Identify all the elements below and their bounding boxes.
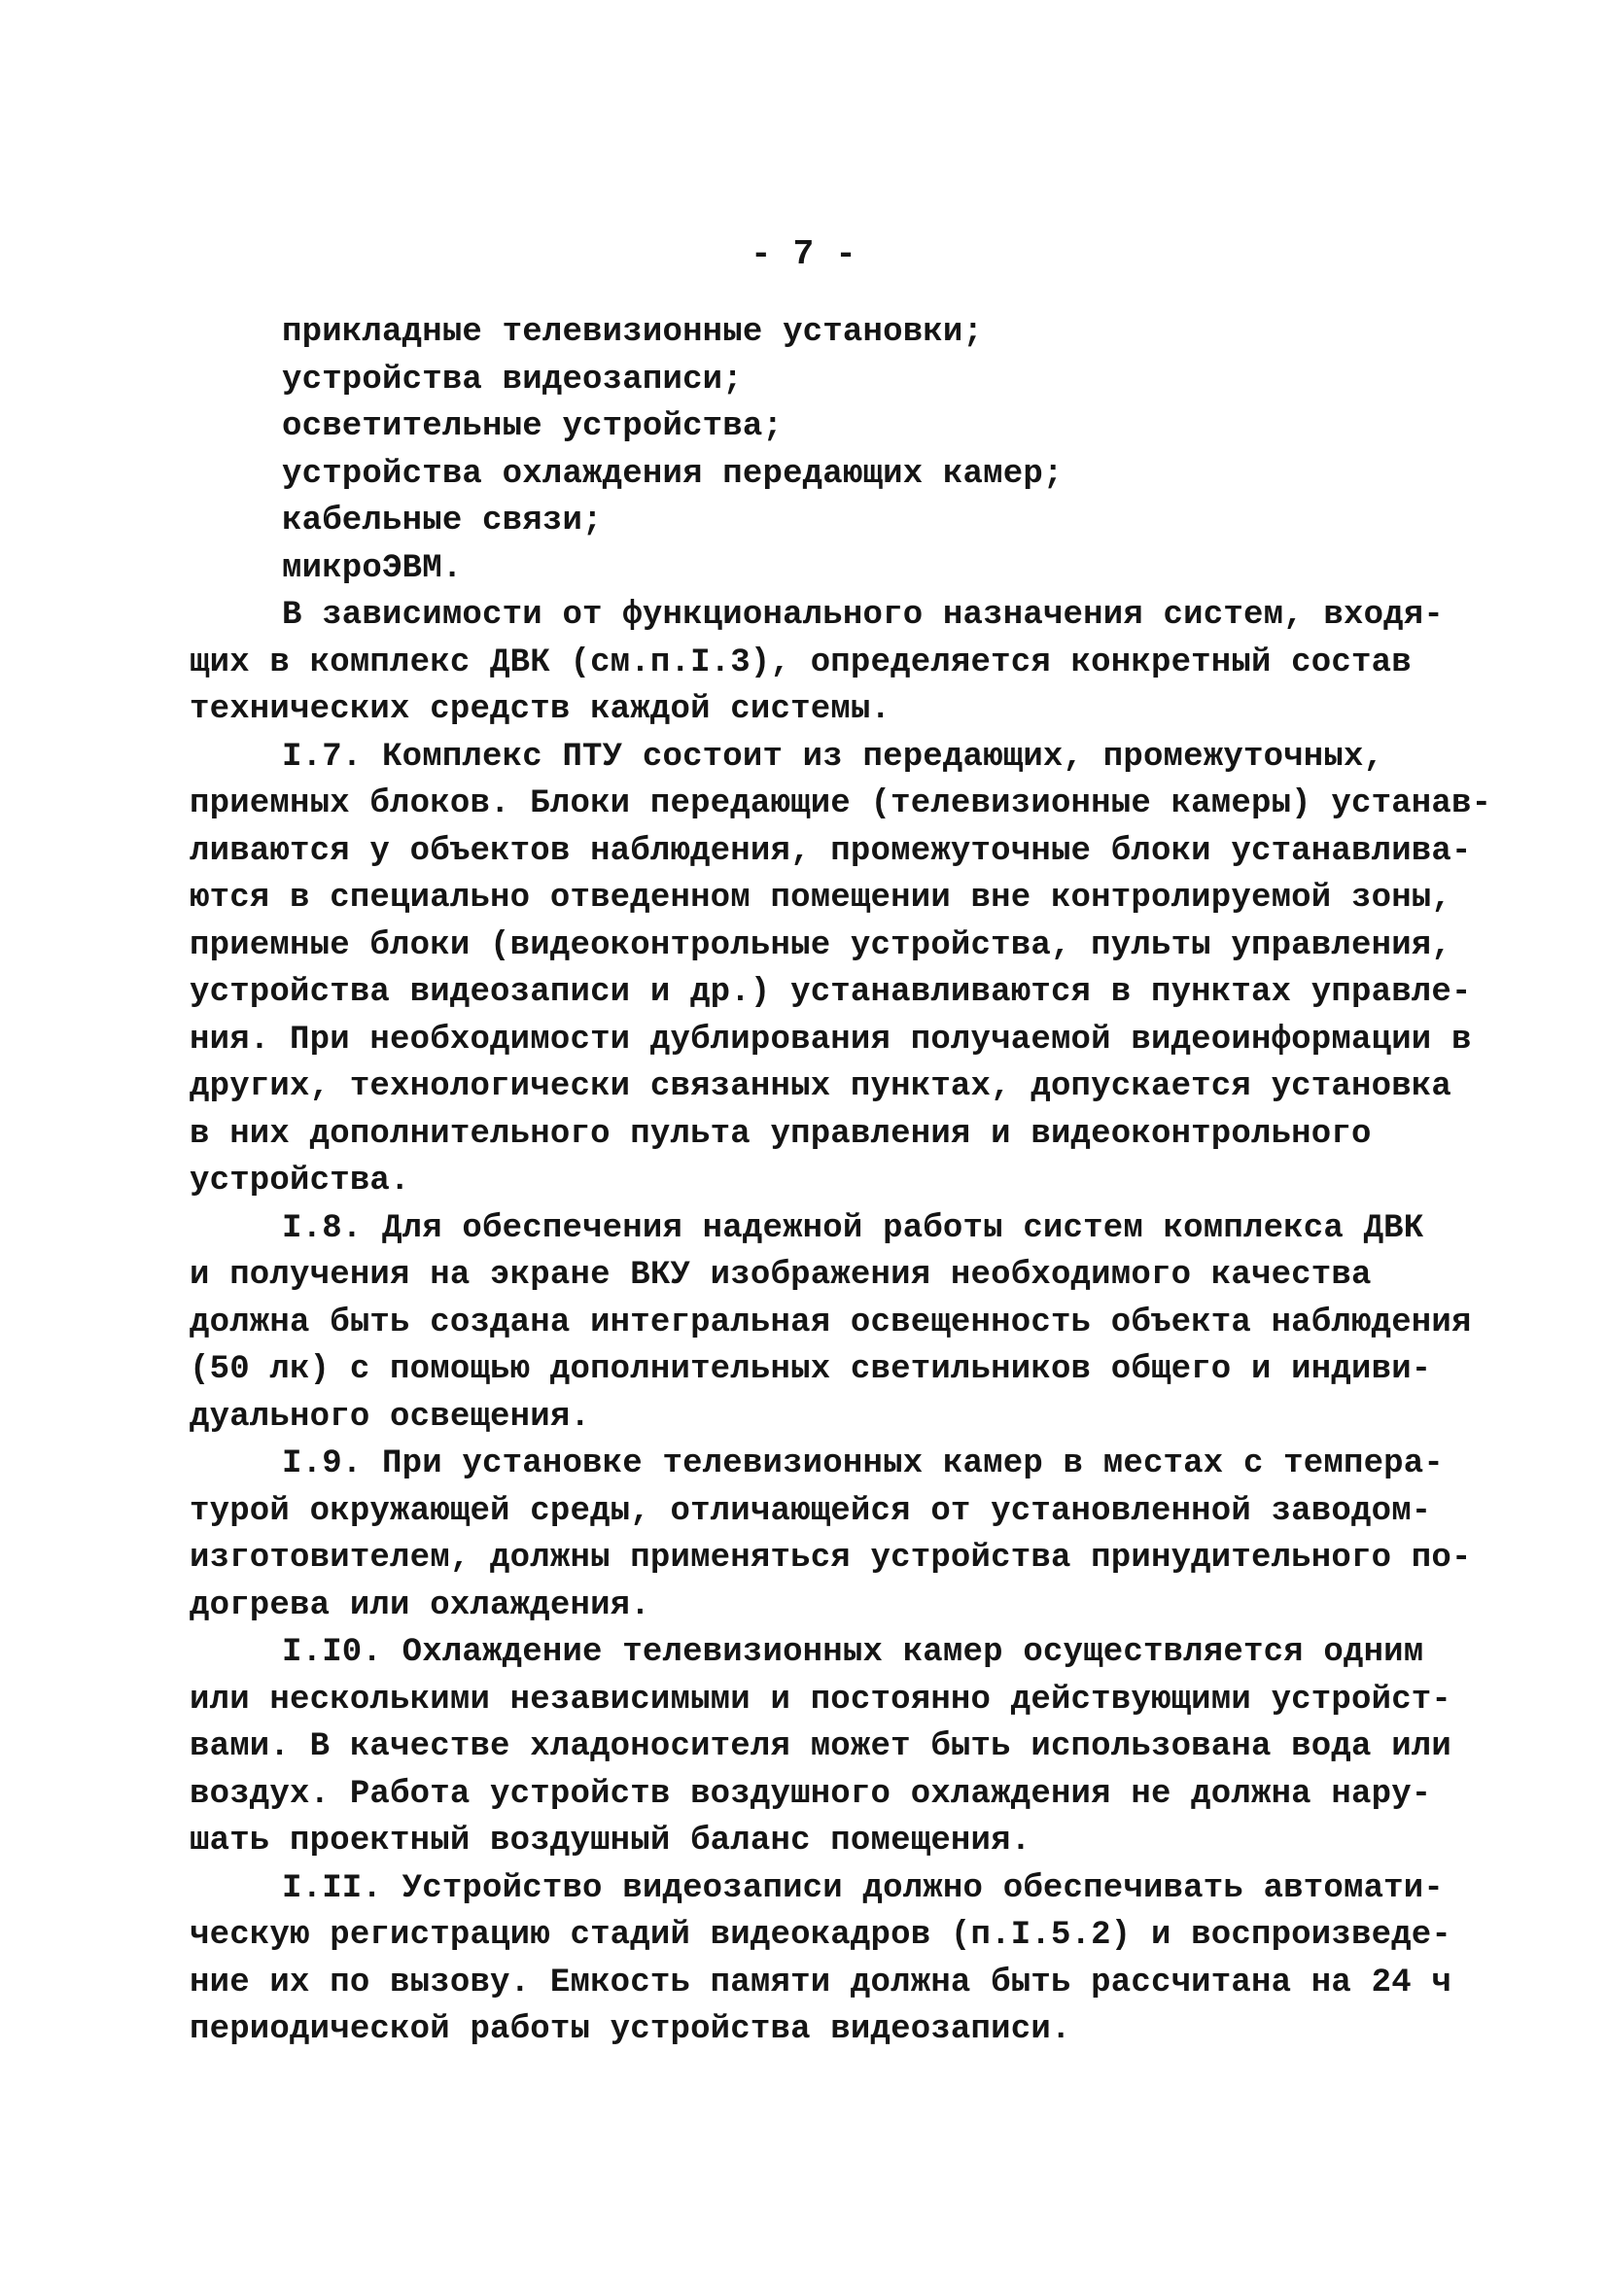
text-line: I.II. Устройство видеозаписи должно обеспечивать автомати- (282, 1869, 1444, 1907)
list-item: прикладные телевизионные установки; (282, 314, 984, 351)
text-line: (50 лк) с помощью дополнительных светильников общего и индиви- (190, 1351, 1432, 1388)
text-line: ются в специально отведенном помещении вне контролируемой зоны, (190, 880, 1452, 917)
list-item: устройства охлаждения передающих камер; (282, 455, 1064, 493)
page-number: - 7 - (750, 234, 857, 274)
page-content (190, 309, 1492, 2054)
text-line: должна быть создана интегральная освещенность объекта наблюдения (190, 1304, 1472, 1341)
paragraph-1-7 (190, 734, 1492, 1205)
text-line: приемных блоков. Блоки передающие (телевизионные камеры) устанав- (190, 785, 1492, 822)
text-line: и получения на экране ВКУ изображения необходимого качества (190, 1257, 1372, 1294)
paragraph-composition (190, 592, 1444, 734)
text-line: в них дополнительного пульта управления и видеоконтрольного (190, 1115, 1372, 1153)
text-line: ческую регистрацию стадий видеокадров (п.I.5.2) и воспроизведе- (190, 1917, 1452, 1954)
text-line: В зависимости от функционального назначения систем, входя- (282, 597, 1444, 634)
paragraph-1-10 (190, 1629, 1452, 1865)
text-line: приемные блоки (видеоконтрольные устройства, пульты управления, (190, 926, 1452, 964)
text-line: технических средств каждой системы. (190, 691, 891, 728)
text-line: других, технологически связанных пунктах, допускается установка (190, 1068, 1452, 1105)
paragraph-1-9 (190, 1441, 1472, 1629)
text-line: I.7. Комплекс ПТУ состоит из передающих, промежуточных, (282, 738, 1384, 776)
text-line: дуального освещения. (190, 1398, 591, 1436)
list-item: микроЭВМ. (282, 549, 463, 587)
text-line: устройства. (190, 1163, 410, 1200)
equipment-list (190, 309, 1444, 592)
text-line: I.9. При установке телевизионных камер в местах с темпера- (282, 1445, 1444, 1482)
text-line: I.I0. Охлаждение телевизионных камер осуществляется одним (282, 1634, 1424, 1671)
text-line: ния. При необходимости дублирования получаемой видеоинформации в (190, 1021, 1472, 1059)
text-line: шать проектный воздушный баланс помещения. (190, 1823, 1031, 1860)
paragraph-1-11 (190, 1865, 1452, 2054)
text-line: щих в комплекс ДВК (см.п.I.3), определяется конкретный состав (190, 644, 1412, 681)
text-line: периодической работы устройства видеозаписи. (190, 2011, 1071, 2048)
list-item: кабельные связи; (282, 503, 603, 539)
text-line: устройства видеозаписи и др.) устанавливаются в пунктах управле- (190, 974, 1472, 1011)
text-line: воздух. Работа устройств воздушного охлаждения не должна нару- (190, 1775, 1432, 1813)
text-line: ние их по вызову. Емкость памяти должна быть рассчитана на 24 ч (190, 1964, 1452, 2001)
list-item: устройства видеозаписи; (282, 361, 743, 399)
text-line: вами. В качестве хладоносителя может быть использована вода или (190, 1728, 1452, 1765)
text-line: ливаются у объектов наблюдения, промежуточные блоки устанавлива- (190, 832, 1472, 870)
list-item: осветительные устройства; (282, 408, 784, 445)
paragraph-1-8 (190, 1205, 1472, 1442)
text-line: догрева или охлаждения. (190, 1586, 650, 1624)
text-line: или несколькими независимыми и постоянно действующими устройст- (190, 1681, 1452, 1719)
text-line: изготовителем, должны применяться устройства принудительного по- (190, 1540, 1472, 1577)
text-line: I.8. Для обеспечения надежной работы систем комплекса ДВК (282, 1209, 1424, 1247)
text-line: турой окружающей среды, отличающейся от установленной заводом- (190, 1492, 1432, 1530)
